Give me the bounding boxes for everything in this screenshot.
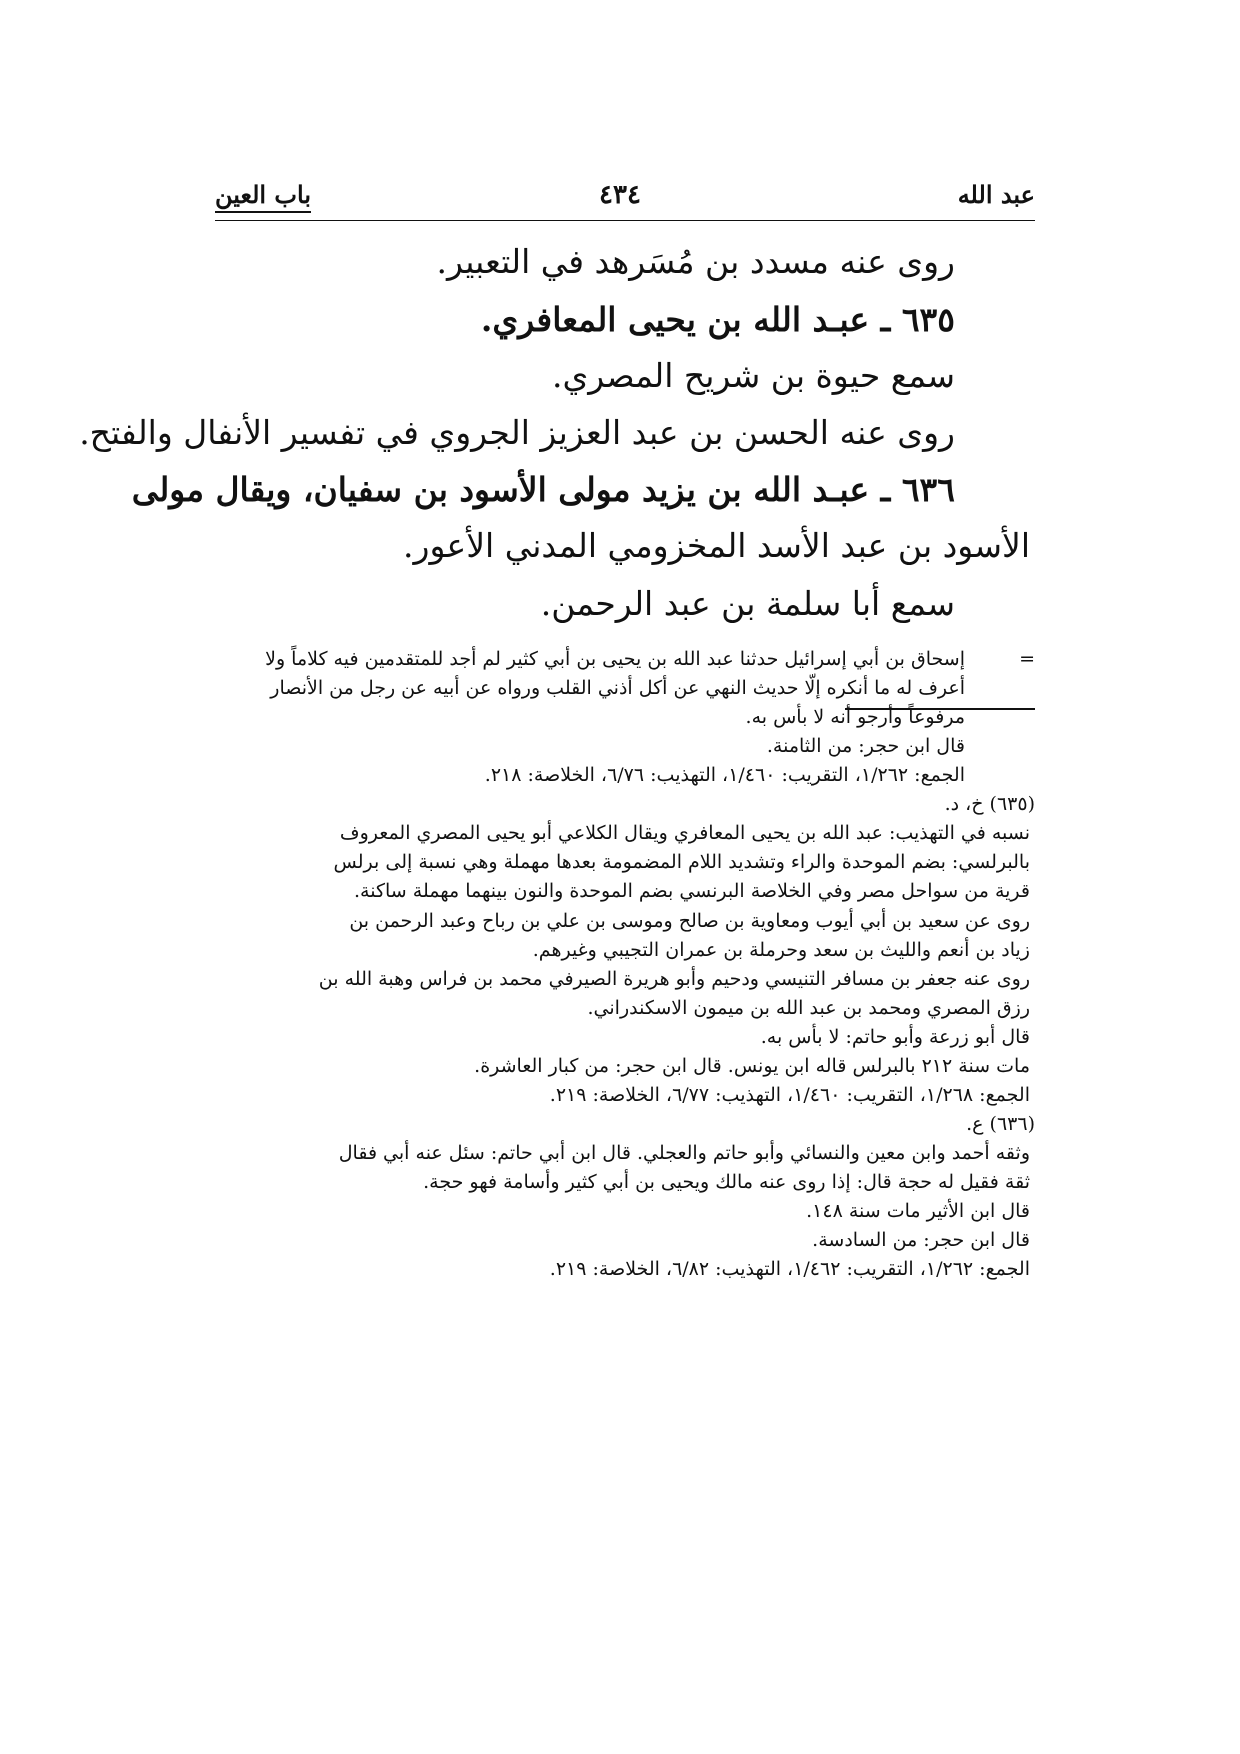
- footnote-line: قرية من سواحل مصر وفي الخلاصة البرنسي بضم الموحدة والنون بينهما مهملة ساكنة.: [354, 880, 1030, 902]
- entry-635-heading: ٦٣٥ ـ عبـد الله بن يحيى المعافري.: [480, 300, 955, 339]
- header-rule: [215, 220, 1035, 221]
- footnote-line: نسبه في التهذيب: عبد الله بن يحيى المعافري ويقال الكلاعي أبو يحيى المصري المعروف: [339, 822, 1030, 844]
- main-line: سمع حيوة بن شريح المصري.: [551, 356, 955, 395]
- footnote-line: ثقة فقيل له حجة قال: إذا روى عنه مالك ويحيى بن أبي كثير وأسامة فهو حجة.: [423, 1171, 1030, 1193]
- footnote-label-635: (٦٣٥) خ، د.: [944, 793, 1035, 815]
- main-line: روى عنه الحسن بن عبد العزيز الجروي في تفسير الأنفال والفتح.: [79, 413, 955, 452]
- footnote-line: روى عنه جعفر بن مسافر التنيسي ودحيم وأبو هريرة الصيرفي محمد بن فراس وهبة الله بن: [318, 968, 1030, 990]
- footnote-line: إسحاق بن أبي إسرائيل حدثنا عبد الله بن يحيى بن أبي كثير لم أجد للمتقدمين فيه كلاماً ولا: [265, 648, 965, 670]
- entry-636-heading: ٦٣٦ ـ عبـد الله بن يزيد مولى الأسود بن سفيان، ويقال مولى: [131, 470, 955, 509]
- footnote-line: مرفوعاً وأرجو أنه لا بأس به.: [745, 706, 965, 728]
- footnote-line: قال ابن الأثير مات سنة ١٤٨.: [806, 1200, 1030, 1222]
- continuation-mark: =: [1019, 648, 1035, 670]
- main-line: روى عنه مسدد بن مُسَرهد في التعبير.: [436, 242, 955, 281]
- footnote-line: قال ابن حجر: من الثامنة.: [766, 735, 965, 757]
- footnote-line: زياد بن أنعم والليث بن سعد وحرملة بن عمران التجيبي وغيرهم.: [532, 939, 1030, 961]
- main-line: الأسود بن عبد الأسد المخزومي المدني الأعور.: [403, 526, 1030, 565]
- footnote-line: أعرف له ما أنكره إلّا حديث النهي عن أكل أذني القلب ورواه عن أبيه عن رجل من الأنصار: [270, 677, 965, 699]
- footnote-label-636: (٦٣٦) ع.: [966, 1113, 1035, 1135]
- footnote-line: قال أبو زرعة وأبو حاتم: لا بأس به.: [760, 1026, 1030, 1048]
- footnote-line: مات سنة ٢١٢ بالبرلس قاله ابن يونس. قال ابن حجر: من كبار العاشرة.: [474, 1055, 1030, 1077]
- page-number: ٤٣٤: [599, 180, 641, 210]
- running-head-entry: عبد الله: [957, 180, 1035, 209]
- footnote-line: قال ابن حجر: من السادسة.: [812, 1229, 1030, 1251]
- running-head-chapter: باب العين: [215, 180, 311, 213]
- footnote-line: رزق المصري ومحمد بن عبد الله بن ميمون الاسكندراني.: [587, 997, 1030, 1019]
- footnote-line: الجمع: ١/٢٦٨، التقريب: ١/٤٦٠، التهذيب: ٦/٧٧، الخلاصة: ٢١٩.: [549, 1084, 1030, 1106]
- main-line: سمع أبا سلمة بن عبد الرحمن.: [540, 584, 955, 623]
- footnote-line: روى عن سعيد بن أبي أيوب ومعاوية بن صالح وموسى بن علي بن رباح وعبد الرحمن بن: [349, 910, 1030, 932]
- footnote-line: وثقه أحمد وابن معين والنسائي وأبو حاتم والعجلي. قال ابن أبي حاتم: سئل عنه أبي فقال: [338, 1142, 1030, 1164]
- footnote-line: بالبرلسي: بضم الموحدة والراء وتشديد اللام المضمومة بعدها مهملة وهي نسبة إلى برلس: [333, 851, 1030, 873]
- footnote-line: الجمع: ١/٢٦٢، التقريب: ١/٤٦٠، التهذيب: ٦/٧٦، الخلاصة: ٢١٨.: [484, 764, 965, 786]
- footnote-line: الجمع: ١/٢٦٢، التقريب: ١/٤٦٢، التهذيب: ٦/٨٢، الخلاصة: ٢١٩.: [549, 1258, 1030, 1280]
